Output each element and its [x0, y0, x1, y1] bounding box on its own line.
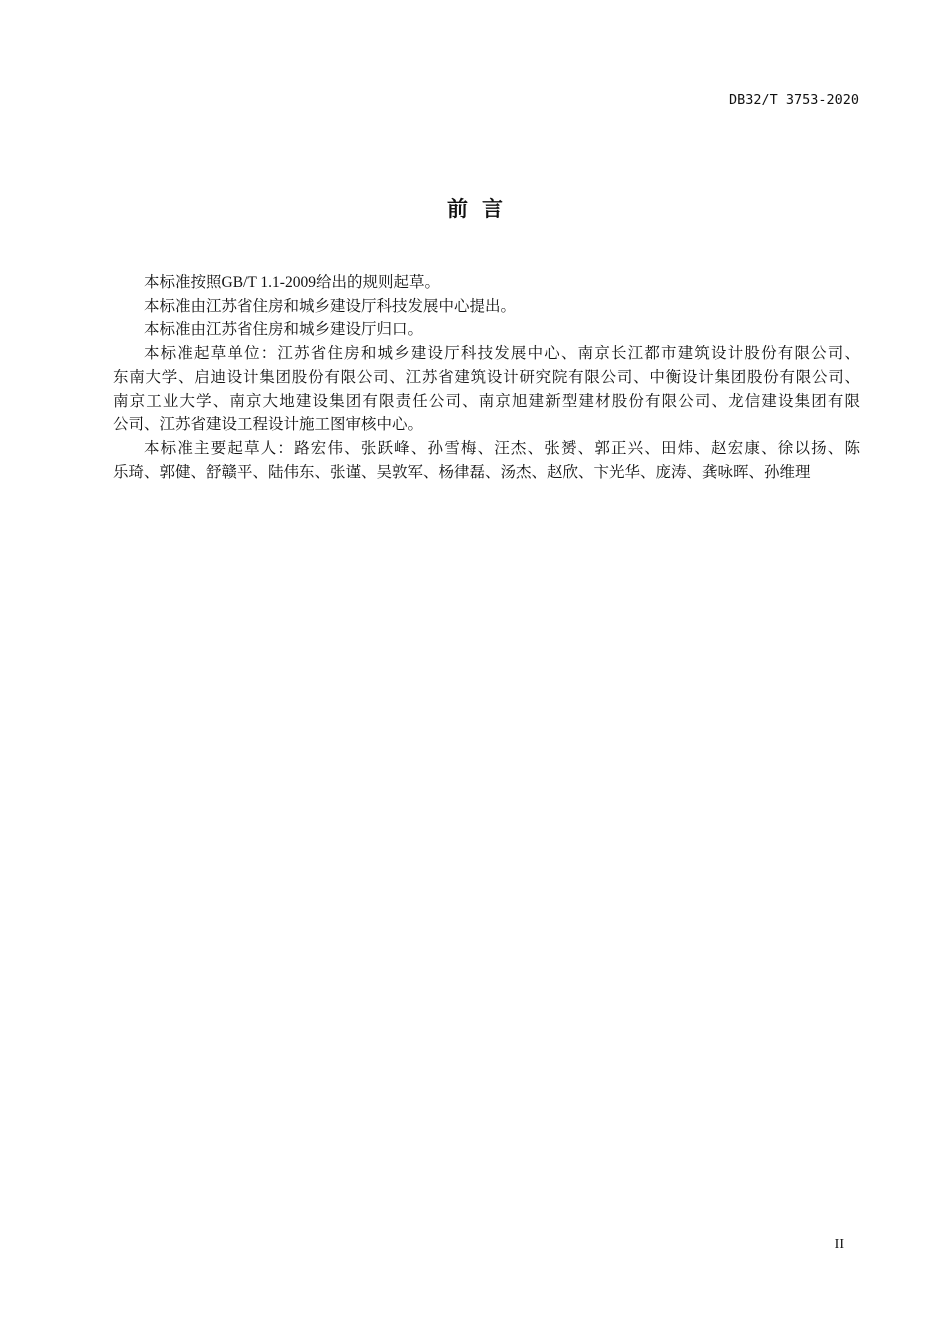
paragraph	[113, 271, 860, 295]
paragraph-line: 本标准按照GB/T 1.1-2009给出的规则起草。	[144, 274, 440, 291]
standard-number: DB32/T 3753-2020	[728, 92, 859, 108]
page-number: II	[834, 1237, 844, 1252]
paragraph-line: 南京工业大学、南京大地建设集团有限责任公司、南京旭建新型建材股份有限公司、龙信建设集团有限	[113, 392, 860, 410]
paragraph-line: 本标准主要起草人：路宏伟、张跃峰、孙雪梅、汪杰、张赟、郭正兴、田炜、赵宏康、徐以扬、陈	[144, 439, 860, 457]
paragraph-line: 公司、江苏省建设工程设计施工图审核中心。	[113, 416, 424, 434]
paragraph-line: 本标准由江苏省住房和城乡建设厅科技发展中心提出。	[144, 297, 517, 315]
paragraph-line: 东南大学、启迪设计集团股份有限公司、江苏省建筑设计研究院有限公司、中衡设计集团股份有限公司、	[113, 368, 860, 386]
page-title: 前言	[447, 197, 517, 221]
paragraph-line: 本标准由江苏省住房和城乡建设厅归口。	[144, 321, 424, 339]
paragraph	[113, 318, 860, 342]
paragraph	[113, 342, 860, 437]
paragraph	[113, 295, 860, 319]
paragraph	[113, 437, 860, 484]
paragraph-line: 乐琦、郭健、舒赣平、陆伟东、张谨、吴敦军、杨律磊、汤杰、赵欣、卞光华、庞涛、龚咏晖、孙维理	[113, 463, 811, 481]
foreword-body	[113, 271, 860, 484]
paragraph-line: 本标准起草单位：江苏省住房和城乡建设厅科技发展中心、南京长江都市建筑设计股份有限公司、	[144, 345, 860, 363]
